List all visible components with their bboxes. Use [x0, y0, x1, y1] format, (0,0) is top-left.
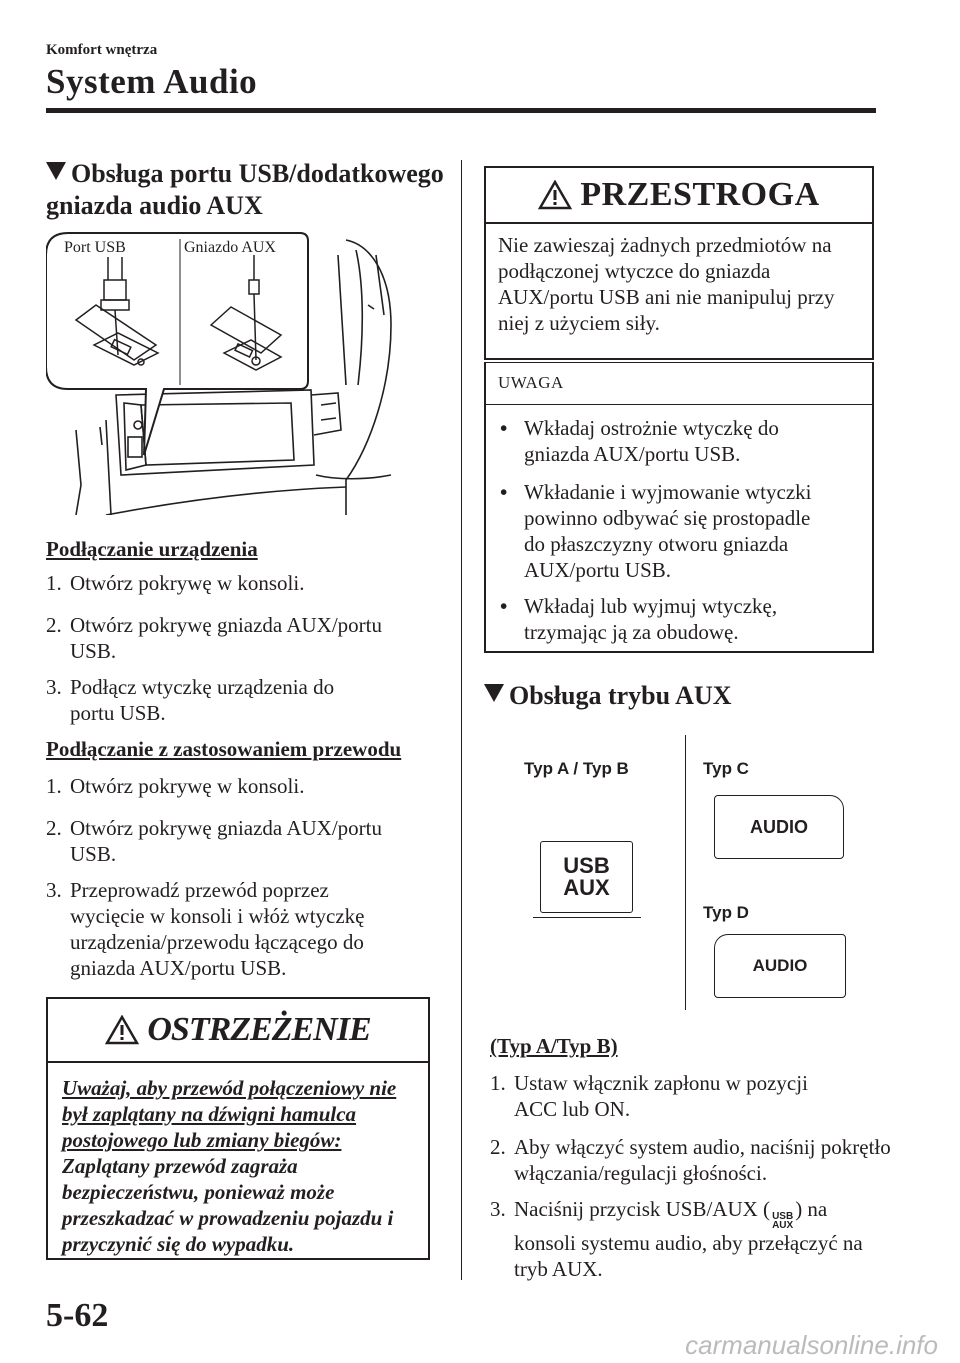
list-item: 2. Otwórz pokrywę gniazda AUX/portu USB. — [46, 816, 383, 866]
caution-text: Nie zawieszaj żadnych przedmiotów na podłączonej wtyczce do gniazda AUX/portu USB ani nie manipuluj przy niej z użyciem siły. — [498, 233, 835, 335]
list-item: 3. Naciśnij przycisk USB/AUX ( USB AUX ) na konsoli systemu audio, aby przełączyć na tryb AUX. — [490, 1197, 863, 1281]
list-item: 2. Aby włączyć system audio, naciśnij pokrętło włączania/regulacji głośności. — [490, 1135, 891, 1185]
caution-triangle-icon — [538, 180, 572, 210]
usb-aux-button: USB AUX — [540, 841, 633, 913]
warning-header — [48, 999, 428, 1063]
warning-text: Uważaj, aby przewód połączeniowy nie był zaplątany na dźwigni hamulca postojowego lub zmiany biegów: Zaplątany przewód zagraża bezpieczeństwu, ponieważ może przeszkadzać w prowadzeniu pojazdu i przyczynić się do wypadku. — [62, 1076, 397, 1256]
list-item: 1. Ustaw włącznik zapłonu w pozycji ACC lub ON. — [490, 1071, 808, 1121]
column-divider — [461, 160, 462, 1280]
audio-button-type-d: AUDIO — [714, 934, 846, 998]
section-label: Komfort wnętrza — [46, 42, 158, 58]
list-item: 3. Przeprowadź przewód poprzez wycięcie w konsoli i włóż wtyczkę urządzenia/przewodu łączącego do gniazda AUX/portu USB. — [46, 878, 365, 980]
connect-cable-title: Podłączanie z zastosowaniem przewodu — [46, 737, 402, 761]
usb-section-heading: Obsługa portu USB/dodatkowego gniazda audio AUX — [46, 159, 444, 220]
figure-divider — [685, 735, 686, 1010]
note-title: UWAGA — [498, 373, 564, 392]
type-d-label: Typ D — [703, 903, 749, 922]
usb-aux-console-illustration — [46, 225, 438, 515]
usb-aux-inline-icon: USB AUX — [772, 1211, 794, 1231]
triangle-marker-icon — [46, 162, 66, 180]
aux-jack-label: Gniazdo AUX — [184, 239, 276, 256]
header-rule — [46, 108, 876, 113]
type-ab-label: Typ A / Typ B — [524, 759, 629, 778]
warning-triangle-icon — [105, 1015, 139, 1045]
list-item: 1. Otwórz pokrywę w konsoli. — [46, 774, 305, 798]
warning-title: OSTRZEŻENIE — [147, 1011, 371, 1048]
note-box — [484, 362, 874, 653]
chapter-title: System Audio — [46, 62, 258, 101]
connect-device-title: Podłączanie urządzenia — [46, 537, 258, 561]
caution-box — [484, 166, 874, 360]
triangle-marker-icon — [484, 684, 504, 702]
caution-title: PRZESTROGA — [580, 176, 820, 213]
type-ab-title: (Typ A/Typ B) — [490, 1034, 618, 1058]
port-usb-label: Port USB — [64, 239, 126, 256]
warning-box — [46, 997, 430, 1260]
console-drawing — [46, 225, 438, 515]
list-item: 3. Podłącz wtyczkę urządzenia do portu USB. — [46, 675, 335, 725]
page-number: 5-62 — [46, 1297, 109, 1334]
audio-button-type-c: AUDIO — [714, 795, 844, 859]
note-bullet: • Wkładanie i wyjmowanie wtyczki powinno odbywać się prostopadle do płaszczyzny otworu gniazda AUX/portu USB. — [500, 480, 812, 582]
aux-buttons-figure — [500, 735, 860, 1015]
aux-mode-heading: Obsługa trybu AUX — [484, 680, 874, 712]
note-bullet: • Wkładaj lub wyjmuj wtyczkę, trzymając ją za obudowę. — [500, 594, 778, 644]
caution-header — [486, 168, 872, 224]
note-header — [486, 363, 872, 405]
list-item: 2. Otwórz pokrywę gniazda AUX/portu USB. — [46, 613, 383, 663]
note-bullet: • Wkładaj ostrożnie wtyczkę do gniazda AUX/portu USB. — [500, 416, 779, 466]
watermark: carmanualsonline.info — [685, 1330, 938, 1360]
list-item: 1. Otwórz pokrywę w konsoli. — [46, 571, 305, 595]
type-c-label: Typ C — [703, 759, 749, 778]
